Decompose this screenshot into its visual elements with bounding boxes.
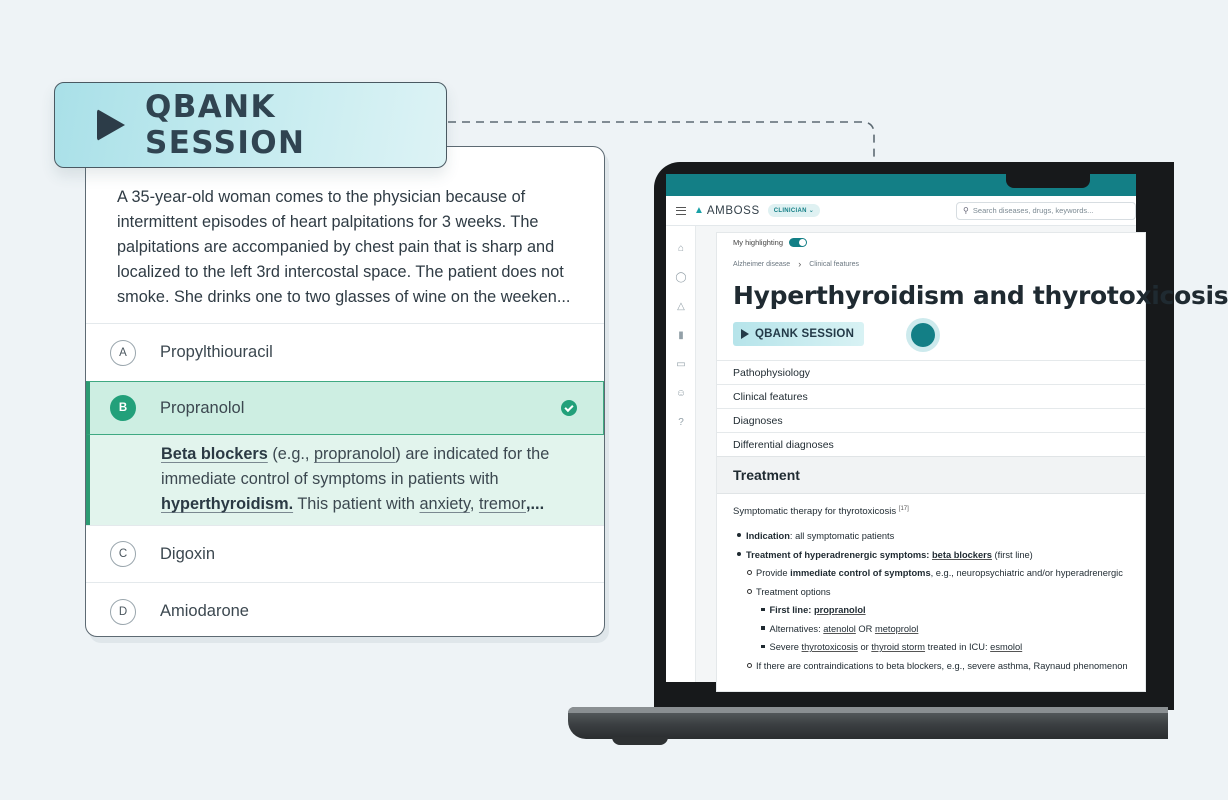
hyperthyroidism-link[interactable]: hyperthyroidism. (161, 495, 294, 513)
treatment-subheading-text: Symptomatic therapy for thyrotoxicosis (733, 506, 897, 518)
anxiety-link[interactable]: anxiety (419, 495, 470, 513)
explanation-text: (e.g., (267, 445, 314, 463)
provide-text-c: , e.g., neuropsychiatric and/or hyperadrenergic (930, 568, 1123, 579)
chevron-right-icon: › (798, 259, 802, 269)
laptop-foot (612, 737, 668, 745)
app-header (666, 196, 1136, 226)
home-icon[interactable]: ⌂ (677, 243, 685, 254)
qbank-session-label: QBANK SESSION (755, 328, 855, 340)
answer-explanation (86, 435, 604, 525)
highlighting-label: My highlighting (733, 237, 784, 247)
pill-icon[interactable]: ◯ (675, 272, 687, 283)
amboss-logo-icon: ▲ (694, 205, 704, 216)
question-card (85, 146, 605, 637)
contraindications-text: If there are contraindications to beta blockers, e.g., severe asthma, Raynaud phenomenon (756, 660, 1128, 671)
role-badge-label: CLINICIAN (773, 208, 807, 214)
play-icon (97, 109, 125, 141)
qbank-session-label: QBANK SESSION (145, 89, 306, 161)
treatment-subheading (717, 494, 1145, 517)
laptop-base (568, 707, 1168, 739)
option-letter: A (110, 340, 136, 366)
list-item (733, 564, 1145, 583)
option-letter: C (110, 541, 136, 567)
breadcrumb (717, 251, 1145, 269)
severe-text-a: Severe (769, 642, 802, 653)
laptop-base-lip (568, 707, 1168, 713)
propranolol-link[interactable]: propranolol (813, 605, 866, 616)
metoprolol-link[interactable]: metoprolol (874, 623, 919, 634)
qbank-session-banner[interactable] (54, 82, 447, 168)
list-item (733, 657, 1145, 676)
option-text: Propranolol (160, 398, 245, 417)
thyrotoxicosis-link[interactable]: thyrotoxicosis (801, 642, 858, 653)
esmolol-link[interactable]: esmolol (990, 642, 1023, 653)
beta-blockers-link[interactable]: Beta blockers (161, 445, 268, 463)
explanation-text: , (469, 495, 479, 513)
severe-or: or (857, 642, 872, 653)
list-item (733, 601, 1145, 620)
book-icon[interactable]: ▭ (676, 359, 686, 370)
laptop-screen (666, 174, 1228, 682)
list-item (733, 638, 1145, 657)
explanation-text: This patient with (293, 495, 420, 513)
article-panel (716, 232, 1228, 692)
search-input[interactable] (956, 202, 1136, 220)
hyperadrenergic-tail: (first line) (991, 549, 1033, 560)
breadcrumb-item[interactable]: Clinical features (809, 260, 860, 268)
treatment-heading[interactable]: Treatment (717, 456, 1145, 494)
atenolol-link[interactable]: atenolol (823, 623, 856, 634)
section-item-clinical-features[interactable]: Clinical features (717, 384, 1145, 408)
list-item (733, 583, 1145, 602)
help-icon[interactable]: ? (678, 417, 684, 428)
explanation-text: ) are indicated for the immediate control of symptoms in patients with (161, 445, 550, 488)
answer-option-d[interactable] (86, 582, 604, 640)
section-list (717, 360, 1145, 456)
provide-text-a: Provide (756, 568, 791, 579)
role-badge[interactable]: CLINICIAN ⌄ (768, 204, 820, 217)
app-body (666, 226, 1228, 682)
option-letter: B (110, 395, 136, 421)
search-placeholder: Search diseases, drugs, keywords... (972, 206, 1094, 215)
section-item-diagnoses[interactable]: Diagnoses (717, 408, 1145, 432)
qbank-session-button[interactable] (733, 322, 864, 346)
treatment-bullets (717, 517, 1145, 675)
hyperadrenergic-label: Treatment of hyperadrenergic symptoms: (746, 549, 932, 560)
answer-option-b[interactable] (86, 381, 604, 435)
connector-dot (911, 323, 935, 347)
indication-text: : all symptomatic patients (789, 531, 895, 542)
option-text: Propylthiouracil (160, 343, 273, 361)
answer-option-a[interactable] (86, 323, 604, 381)
explanation-text: ,... (526, 495, 545, 513)
check-circle-icon (561, 400, 577, 416)
search-icon: ⚲ (963, 206, 969, 215)
beta-blockers-link[interactable]: beta blockers (932, 549, 992, 560)
alternatives-label: Alternatives: (769, 623, 824, 634)
reference-marker[interactable]: [17] (898, 506, 909, 512)
menu-icon[interactable] (676, 207, 686, 215)
or-text: OR (855, 623, 875, 634)
list-item (733, 620, 1145, 639)
section-item-differential-diagnoses[interactable]: Differential diagnoses (717, 432, 1145, 456)
option-letter: D (110, 599, 136, 625)
side-rail (666, 226, 696, 682)
list-item (733, 527, 1145, 546)
article-title: Hyperthyroidism and thyrotoxicosis (733, 281, 1228, 310)
answer-option-c[interactable] (86, 525, 604, 582)
propranolol-link[interactable]: propranolol (313, 445, 396, 463)
play-icon (741, 329, 749, 339)
options-label: Treatment options (756, 586, 831, 597)
indication-label: Indication (746, 531, 790, 542)
question-stem: A 35-year-old woman comes to the physician because of intermittent episodes of heart palpitations for 3 weeks. The palpitations are accompanied by chest pain that is sharp and localized to the left 3rd intercostal space. The patient does not smoke. She drinks one to two glasses of wine on the weeken... (117, 188, 571, 306)
breadcrumb-item[interactable]: Alzheimer disease (733, 260, 791, 268)
option-text: Amiodarone (160, 602, 249, 620)
first-line-label: First line: (769, 605, 814, 616)
list-item (733, 546, 1145, 565)
app-logo-text[interactable]: AMBOSS (706, 204, 760, 217)
highlighting-toggle[interactable] (789, 238, 807, 247)
thyroid-storm-link[interactable]: thyroid storm (871, 642, 926, 653)
option-text: Digoxin (160, 544, 216, 563)
laptop-notch (1006, 174, 1090, 188)
stats-icon[interactable]: ▮ (678, 330, 684, 341)
user-icon[interactable]: ☺ (675, 388, 687, 399)
severe-text-b: treated in ICU: (925, 642, 991, 653)
provide-text-b: immediate control of symptoms (790, 568, 931, 579)
graduation-cap-icon[interactable]: △ (677, 301, 685, 312)
section-item-pathophysiology[interactable]: Pathophysiology (717, 360, 1145, 384)
highlighting-row (717, 233, 1145, 251)
tremor-link[interactable]: tremor (478, 495, 526, 513)
